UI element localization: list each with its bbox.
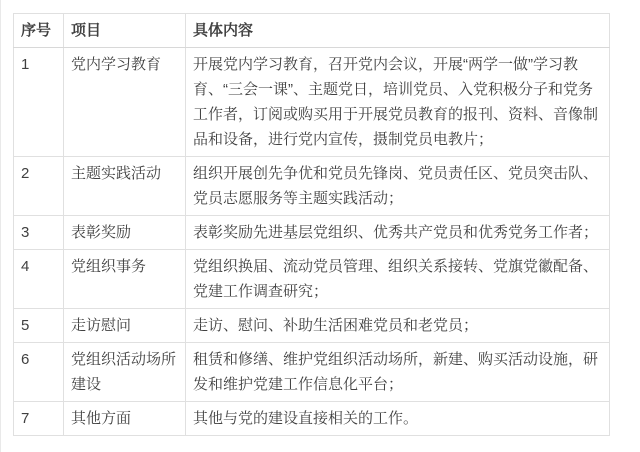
- item-cell: 党内学习教育: [64, 48, 186, 157]
- content-cell: 走访、慰问、补助生活困难党员和老党员；: [186, 309, 610, 343]
- table-row: [14, 216, 610, 250]
- table-row: [14, 250, 610, 309]
- table-row: [14, 402, 610, 436]
- item-cell: 走访慰问: [64, 309, 186, 343]
- item-cell: 党组织活动场所建设: [64, 343, 186, 402]
- header-cell-item: 项目: [64, 14, 186, 48]
- content-cell: 组织开展创先争优和党员先锋岗、党员责任区、党员突击队、党员志愿服务等主题实践活动；: [186, 157, 610, 216]
- item-cell: 表彰奖励: [64, 216, 186, 250]
- item-cell: 主题实践活动: [64, 157, 186, 216]
- item-cell: 其他方面: [64, 402, 186, 436]
- row-number-cell: 2: [14, 157, 64, 216]
- row-number-cell: 6: [14, 343, 64, 402]
- page-left-edge: [0, 0, 1, 452]
- content-cell: 其他与党的建设直接相关的工作。: [186, 402, 610, 436]
- table-row: [14, 309, 610, 343]
- content-cell: 表彰奖励先进基层党组织、优秀共产党员和优秀党务工作者；: [186, 216, 610, 250]
- table-header: [14, 14, 610, 48]
- table-row: [14, 157, 610, 216]
- header-cell-number: 序号: [14, 14, 64, 48]
- item-cell: 党组织事务: [64, 250, 186, 309]
- table-row: [14, 343, 610, 402]
- content-cell: 开展党内学习教育，召开党内会议，开展“两学一做”学习教育、“三会一课”、主题党日，培训党员、入党积极分子和党务工作者，订阅或购买用于开展党员教育的报刊、资料、音像制品和设备，进行党内宣传，摄制党员电教片；: [186, 48, 610, 157]
- content-cell: 党组织换届、流动党员管理、组织关系接转、党旗党徽配备、党建工作调查研究；: [186, 250, 610, 309]
- row-number-cell: 7: [14, 402, 64, 436]
- row-number-cell: 5: [14, 309, 64, 343]
- row-number-cell: 1: [14, 48, 64, 157]
- header-cell-content: 具体内容: [186, 14, 610, 48]
- table-row: [14, 48, 610, 157]
- table-body: [14, 48, 610, 436]
- header-row: [14, 14, 610, 48]
- party-building-work-table: [13, 13, 610, 436]
- row-number-cell: 3: [14, 216, 64, 250]
- content-cell: 租赁和修缮、维护党组织活动场所，新建、购买活动设施，研发和维护党建工作信息化平台；: [186, 343, 610, 402]
- row-number-cell: 4: [14, 250, 64, 309]
